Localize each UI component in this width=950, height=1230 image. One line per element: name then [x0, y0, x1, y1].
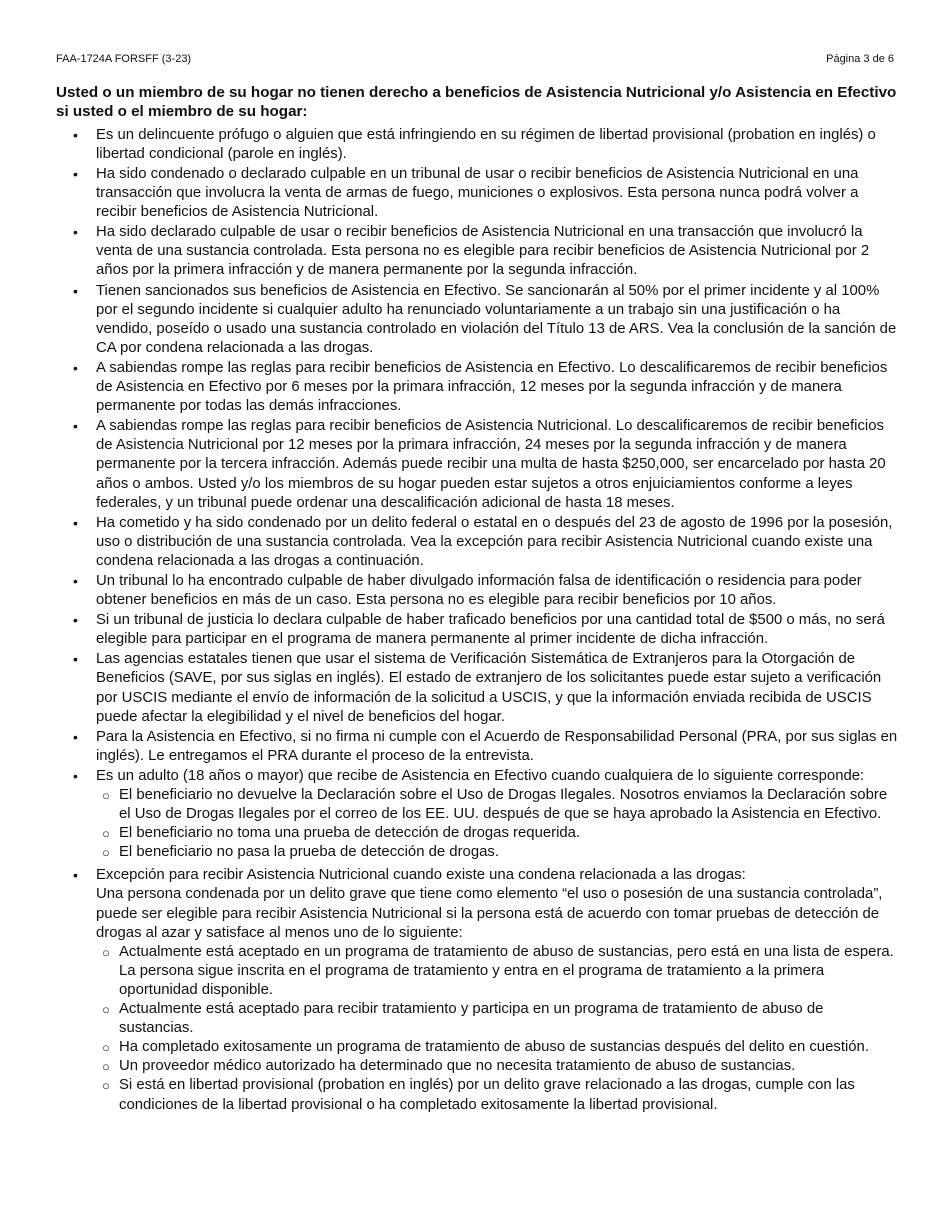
bullet-icon: • [73, 728, 78, 745]
circle-bullet-icon: ○ [102, 845, 110, 861]
bullet-icon: • [73, 282, 78, 299]
sublist-item [96, 1000, 898, 1038]
circle-bullet-icon: ○ [102, 826, 110, 842]
form-id: FAA-1724A FORSFF (3-23) [56, 53, 192, 65]
list-item-text: Es un delincuente prófugo o alguien que está infringiendo en su régimen de libertad provisional (probation en inglés) o libertad condicional (parole en inglés). [96, 126, 876, 162]
circle-bullet-icon: ○ [102, 1078, 110, 1094]
circle-bullet-icon: ○ [102, 1059, 110, 1075]
list-item [56, 223, 898, 280]
list-item [56, 611, 898, 649]
list-item [56, 417, 898, 512]
circle-bullet-icon: ○ [102, 1040, 110, 1056]
bullet-icon: • [73, 224, 78, 241]
sublist-item-text: El beneficiario no toma una prueba de detección de drogas requerida. [119, 825, 581, 842]
page-number: Página 3 de 6 [826, 53, 894, 65]
sublist-item [96, 1057, 898, 1076]
exception-sublist [96, 943, 898, 1115]
list-item-text: Es un adulto (18 años o mayor) que recibe de Asistencia en Efectivo cuando cualquiera de lo siguiente corresponde: [96, 767, 865, 784]
list-item-text: Si un tribunal de justicia lo declara culpable de haber traficado beneficios por una cantidad total de $500 o más, no será elegible para participar en el programa de manera permanente al primer incidente de dicha infracción. [96, 612, 885, 648]
list-item [56, 282, 898, 358]
list-item [56, 728, 898, 766]
list-item-exception [56, 866, 898, 1114]
list-item-text: Ha sido condenado o declarado culpable en un tribunal de usar o recibir beneficios de Asistencia Nutricional en una transacción que involucra la venta de armas de fuego, municiones o explosivos. Esta persona nunca podrá volver a recibir beneficios de Asistencia Nutricional. [96, 166, 859, 221]
bullet-icon: • [73, 166, 78, 182]
adult-sublist [96, 786, 898, 862]
circle-bullet-icon: ○ [102, 944, 110, 960]
list-item-text: Tienen sancionados sus beneficios de Asistencia en Efectivo. Se sancionarán al 50% por el primer incidente y al 100% por el segundo incidente si cualquier adulto ha renunciado voluntariamente a un trabajo sin una justificación o ha vendido, poseído o usado una sustancia controlado en violación del Título 13 de ARS. Vea la conclusión de la sanción de CA por condena relacionada a las drogas. [96, 282, 897, 356]
circle-bullet-icon: ○ [102, 1002, 110, 1018]
list-item-text: Ha sido declarado culpable de usar o recibir beneficios de Asistencia Nutricional en una transacción que involucró la venta de una sustancia controlada. Esta persona no es elegible para recibir beneficios de Asistencia Nutricional por 2 años por la primera infracción y de manera permanente por la segunda infracción. [96, 224, 870, 279]
circle-bullet-icon: ○ [102, 788, 110, 803]
list-item [56, 650, 898, 726]
document-body [56, 83, 898, 1116]
list-item-text: Ha cometido y ha sido condenado por un delito federal o estatal en o después del 23 de agosto de 1996 por la posesión, uso o distribución de una sustancia controlada. Vea la excepción para recibir Asistencia Nutricional cuando existe una condena relacionada a las drogas a continuación. [96, 514, 893, 569]
sublist-item [96, 943, 898, 1000]
list-item-adult [56, 767, 898, 862]
list-item [56, 126, 898, 164]
sublist-item-text: El beneficiario no pasa la prueba de detección de drogas. [119, 844, 499, 861]
ineligibility-list [56, 126, 898, 1115]
sublist-item [96, 843, 898, 862]
list-item [56, 572, 898, 610]
list-item [56, 165, 898, 222]
exception-title: Excepción para recibir Asistencia Nutricional cuando existe una condena relacionada a las drogas: [96, 867, 746, 884]
bullet-icon: • [73, 514, 78, 531]
list-item [56, 359, 898, 416]
sublist-item-text: Actualmente está aceptado para recibir tratamiento y participa en un programa de tratamiento de abuso de sustancias. [119, 1001, 824, 1037]
sublist-item-text: Si está en libertad provisional (probation en inglés) por un delito grave relacionado a las drogas, cumple con las condiciones de la libertad provisional o ha completado exitosamente la libertad provisional. [119, 1077, 855, 1113]
bullet-icon: • [73, 867, 78, 884]
list-item-text: A sabiendas rompe las reglas para recibir beneficios de Asistencia en Efectivo. Lo descalificaremos de recibir beneficios de Asistencia en Efectivo por 6 meses por la primara infracción, 12 meses por la segunda infracción y de manera permanente por todas las demás infracciones. [96, 359, 888, 415]
bullet-icon: • [73, 359, 78, 376]
list-item [56, 514, 898, 571]
sublist-item [96, 1038, 898, 1057]
bullet-icon: • [73, 126, 78, 143]
list-item-text: Las agencias estatales tienen que usar el sistema de Verificación Sistemática de Extranjeros para la Otorgación de Beneficios (SAVE, por sus siglas en inglés). El estado de extranjero de los solicitantes puede estar sujeto a verificación por USCIS mediante el envío de información de la solicitud a USCIS, y que la información enviada recibida de USCIS puede afectar la elegibilidad y el nivel de beneficios del hogar. [96, 651, 882, 725]
sublist-item-text: Un proveedor médico autorizado ha determinado que no necesita tratamiento de abuso de sustancias. [119, 1058, 796, 1075]
bullet-icon: • [73, 612, 78, 629]
sublist-item [96, 786, 898, 824]
exception-text: Una persona condenada por un delito grave que tiene como elemento “el uso o posesión de una sustancia controlada”, puede ser elegible para recibir Asistencia Nutricional si la persona está de acuerdo con tomar pruebas de detección de drogas al azar y satisface al menos uno de lo siguiente: [96, 886, 883, 941]
sublist-item-text: El beneficiario no devuelve la Declaración sobre el Uso de Drogas Ilegales. Nosotros enviamos la Declaración sobre el Uso de Drogas Ilegales por el correo de los EE. UU. después de que se haya aprobado la Asistencia en Efectivo. [119, 787, 888, 823]
sublist-item-text: Ha completado exitosamente un programa de tratamiento de abuso de sustancias después del delito en cuestión. [119, 1039, 869, 1056]
bullet-icon: • [73, 767, 78, 784]
list-item-text: Un tribunal lo ha encontrado culpable de haber divulgado información falsa de identificación o residencia para poder obtener beneficios en más de un caso. Esta persona no es elegible para recibir beneficios por 10 años. [96, 572, 862, 609]
list-item-text: Para la Asistencia en Efectivo, si no firma ni cumple con el Acuerdo de Responsabilidad Personal (PRA, por sus siglas en inglés). Le entregamos el PRA durante el proceso de la entrevista. [96, 728, 898, 764]
bullet-icon: • [73, 418, 78, 435]
bullet-icon: • [73, 651, 78, 668]
sublist-item [96, 824, 898, 843]
sublist-item [96, 1076, 898, 1114]
sublist-item-text: Actualmente está aceptado en un programa de tratamiento de abuso de sustancias, pero está en una lista de espera. La persona sigue inscrita en el programa de tratamiento y entra en el programa de tratamiento a la primera oportunidad disponible. [119, 943, 894, 998]
bullet-icon: • [73, 572, 78, 589]
intro-heading: Usted o un miembro de su hogar no tienen derecho a beneficios de Asistencia Nutricional y/o Asistencia en Efectivo si usted o el miembro de su hogar: [56, 84, 897, 121]
list-item-text: A sabiendas rompe las reglas para recibir beneficios de Asistencia Nutricional. Lo descalificaremos de recibir beneficios de Asistencia Nutricional por 12 meses por la primara infracción, 24 meses por la segunda infracción y de manera permanente por la tercera infracción. Además puede recibir una multa de hasta $250,000, ser encarcelado por hasta 20 años o ambos. Usted y/o los miembros de su hogar pueden estar sujetos a otros enjuiciamientos conforme a leyes federales, y un tribunal puede ordenar una descalificación adicional de hasta 18 meses. [96, 418, 886, 511]
